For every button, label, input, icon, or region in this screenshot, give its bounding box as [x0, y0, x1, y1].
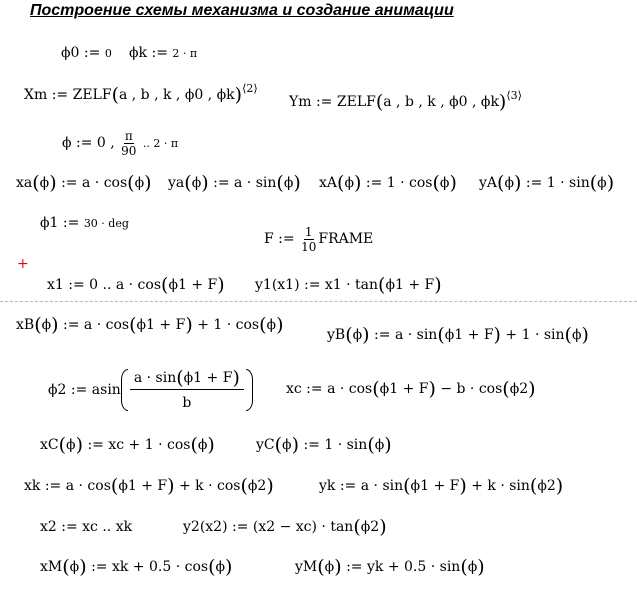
eq-yB-arg: ϕ [352, 327, 363, 343]
eq-xM-arg: ϕ [69, 559, 80, 575]
eq-yB[interactable]: yB(ϕ) := a · sin(ϕ1 + F) + 1 · sin(ϕ) [327, 324, 589, 346]
eq-yC-lhs: yC [256, 437, 275, 453]
eq-x2-lhs: x2 := xc .. xk [40, 519, 133, 535]
eq-phik[interactable] [129, 44, 197, 63]
eq-xA-arg: ϕ [344, 175, 354, 191]
eq-phi2-denominator: b [182, 394, 192, 411]
eq-yC-rhs-arg: ϕ [374, 437, 385, 453]
eq-yM[interactable]: yM(ϕ) := yk + 0.5 · sin(ϕ) [295, 556, 485, 578]
eq-phi1-lhs: ϕ1 := [40, 215, 80, 231]
eq-xa-rhs: := a · cos [61, 175, 128, 191]
eq-phi2-close-paren [246, 369, 253, 411]
eq-xB-term1-arg: ϕ1 + F [136, 317, 186, 333]
eq-xB-term1: := a · cos [63, 317, 130, 333]
eq-yk-lhs: yk := a · sin [319, 478, 404, 494]
eq-y1-lhs: y1(x1) := x1 · tan [255, 277, 379, 293]
eq-y1[interactable]: y1(x1) := x1 · tan(ϕ1 + F) [255, 274, 442, 296]
eq-yk-term2-arg: ϕ2 [537, 478, 556, 494]
eq-xB[interactable]: xB(ϕ) := a · cos(ϕ1 + F) + 1 · cos(ϕ) [16, 314, 284, 336]
eq-x2[interactable] [40, 518, 132, 536]
eq-xA[interactable]: xA(ϕ) := 1 · cos(ϕ) [319, 172, 457, 194]
worksheet-title: Построение схемы механизма и создание анимации [30, 2, 454, 19]
eq-xA-rhs-arg: ϕ [439, 175, 450, 191]
eq-xc-lhs: xc := a · cos [286, 381, 373, 397]
eq-yM-rhs-arg: ϕ [467, 559, 478, 575]
eq-phik-lhs: ϕk := [129, 45, 168, 61]
eq-y1-arg: ϕ1 + F [385, 277, 435, 293]
eq-xk[interactable]: xk := a · cos(ϕ1 + F) + k · cos(ϕ2) [24, 475, 274, 497]
eq-phi0-rhs: 0 [104, 47, 112, 60]
eq-phi2-fraction: $\frac{a \cdot \sin(\phi 1 + F)}{b}$ [130, 369, 244, 412]
eq-phi1-rhs: 30 · deg [83, 217, 129, 230]
eq-yB-term1-arg: ϕ1 + F [444, 327, 494, 343]
eq-yM-rhs: := yk + 0.5 · sin [346, 559, 461, 575]
eq-yk-term2: + k · sin [471, 478, 530, 494]
eq-Xm[interactable]: Xm := ZELF(a , b , k , ϕ0 , ϕk)$^{⟨2⟩}$ [24, 82, 258, 106]
eq-xc[interactable]: xc := a · cos(ϕ1 + F) − b · cos(ϕ2) [286, 378, 536, 400]
eq-xk-term2-arg: ϕ2 [247, 478, 267, 494]
eq-xB-arg: ϕ [41, 317, 52, 333]
eq-F-fraction: $\frac{1}{10}$ [301, 224, 317, 254]
eq-yA-arg: ϕ [504, 175, 514, 191]
eq-xC-lhs: xC [40, 437, 59, 453]
eq-xa-lhs: xa [16, 175, 33, 191]
eq-yk[interactable]: yk := a · sin(ϕ1 + F) + k · sin(ϕ2) [319, 475, 564, 497]
eq-phi0-lhs: ϕ0 := [61, 45, 101, 61]
eq-phi-range-step: $\frac{\pi}{90}$ [121, 128, 137, 158]
eq-xC[interactable]: xC(ϕ) := xc + 1 · cos(ϕ) [40, 434, 215, 456]
eq-yB-lhs: yB [327, 327, 346, 343]
eq-yA[interactable]: yA(ϕ) := 1 · sin(ϕ) [479, 172, 615, 194]
eq-xA-rhs: := 1 · cos [365, 175, 433, 191]
eq-xB-lhs: xB [16, 317, 35, 333]
eq-phi-range-lhs: ϕ := 0 , [62, 135, 115, 151]
eq-xC-rhs: := xc + 1 · cos [87, 437, 191, 453]
eq-phi2-numerator: a · sin [133, 369, 177, 386]
eq-phi-range[interactable] [62, 124, 178, 163]
eq-y2[interactable]: y2(x2) := (x2 − xc) · tan(ϕ2) [183, 516, 387, 538]
eq-phik-rhs: 2 · π [172, 47, 198, 60]
eq-x1[interactable]: x1 := 0 .. a · cos(ϕ1 + F) [47, 274, 225, 296]
eq-yA-rhs-arg: ϕ [597, 175, 607, 191]
eq-phi2[interactable] [48, 366, 253, 414]
eq-xa-arg: ϕ [39, 175, 50, 191]
eq-F-frame: FRAME [318, 231, 374, 247]
eq-y2-arg: ϕ2 [360, 519, 380, 535]
eq-yM-arg: ϕ [324, 559, 335, 575]
eq-xC-arg: ϕ [66, 437, 76, 453]
eq-Xm-column-index: ⟨2⟩ [242, 82, 258, 95]
eq-yk-arg: ϕ1 + F [410, 478, 460, 494]
eq-yA-lhs: yA [479, 175, 498, 191]
eq-yB-term1: := a · sin [374, 327, 438, 343]
eq-yM-lhs: yM [295, 559, 318, 575]
eq-xc-term2: − b · cos [440, 381, 503, 397]
eq-Ym-column-index: ⟨3⟩ [506, 89, 522, 102]
eq-phi2-lhs: ϕ2 := asin [48, 382, 121, 398]
eq-phi-range-end: .. 2 · π [142, 137, 179, 150]
eq-xc-arg: ϕ1 + F [379, 381, 429, 397]
eq-phi2-numerator-arg: ϕ1 + F [183, 369, 233, 386]
eq-xB-term2: + 1 · cos [197, 317, 260, 333]
eq-xc-term2-arg: ϕ2 [509, 381, 529, 397]
eq-yB-term2: + 1 · sin [505, 327, 565, 343]
eq-Ym-lhs: Ym := ZELF [289, 94, 376, 110]
eq-yB-term2-arg: ϕ [571, 327, 582, 343]
eq-yC[interactable]: yC(ϕ) := 1 · sin(ϕ) [256, 434, 392, 456]
eq-ya-lhs: ya [168, 175, 185, 191]
eq-xB-term2-arg: ϕ [266, 317, 277, 333]
eq-x1-arg: ϕ1 + F [168, 277, 218, 293]
eq-xM-rhs-arg: ϕ [215, 559, 226, 575]
red-crosshair-cursor: + [17, 256, 29, 272]
eq-xA-lhs: xA [319, 175, 338, 191]
eq-yA-rhs: := 1 · sin [525, 175, 590, 191]
eq-phi2-open-paren [121, 369, 128, 411]
eq-xa[interactable]: xa(ϕ) := a · cos(ϕ) [16, 172, 152, 194]
eq-Ym-args: a , b , k , ϕ0 , ϕk [383, 94, 499, 110]
eq-ya-rhs: := a · sin [213, 175, 277, 191]
eq-F-lhs: F := [264, 231, 295, 247]
eq-x1-lhs: x1 := 0 .. a · cos [47, 277, 162, 293]
eq-Xm-lhs: Xm := ZELF [24, 87, 112, 103]
eq-ya-rhs-arg: ϕ [283, 175, 294, 191]
eq-xM-lhs: xM [40, 559, 63, 575]
eq-y2-lhs: y2(x2) := (x2 − xc) · tan [183, 519, 354, 535]
eq-Xm-args: a , b , k , ϕ0 , ϕk [118, 87, 235, 103]
eq-xM-rhs: := xk + 0.5 · cos [91, 559, 209, 575]
eq-xk-lhs: xk := a · cos [24, 478, 111, 494]
eq-ya-arg: ϕ [191, 175, 202, 191]
eq-xk-arg: ϕ1 + F [118, 478, 168, 494]
eq-Ym[interactable]: Ym := ZELF(a , b , k , ϕ0 , ϕk)$^{⟨3⟩}$ [289, 89, 522, 113]
eq-yC-arg: ϕ [282, 437, 292, 453]
eq-ya[interactable]: ya(ϕ) := a · sin(ϕ) [168, 172, 301, 194]
eq-phi0[interactable] [61, 44, 112, 63]
eq-xa-rhs-arg: ϕ [134, 175, 145, 191]
eq-F[interactable] [264, 220, 373, 258]
page-break-divider [0, 301, 637, 302]
eq-xM[interactable]: xM(ϕ) := xk + 0.5 · cos(ϕ) [40, 556, 233, 578]
eq-phi1[interactable] [40, 214, 129, 233]
eq-xk-term2: + k · cos [178, 478, 241, 494]
eq-xC-rhs-arg: ϕ [197, 437, 208, 453]
eq-yC-rhs: := 1 · sin [303, 437, 368, 453]
